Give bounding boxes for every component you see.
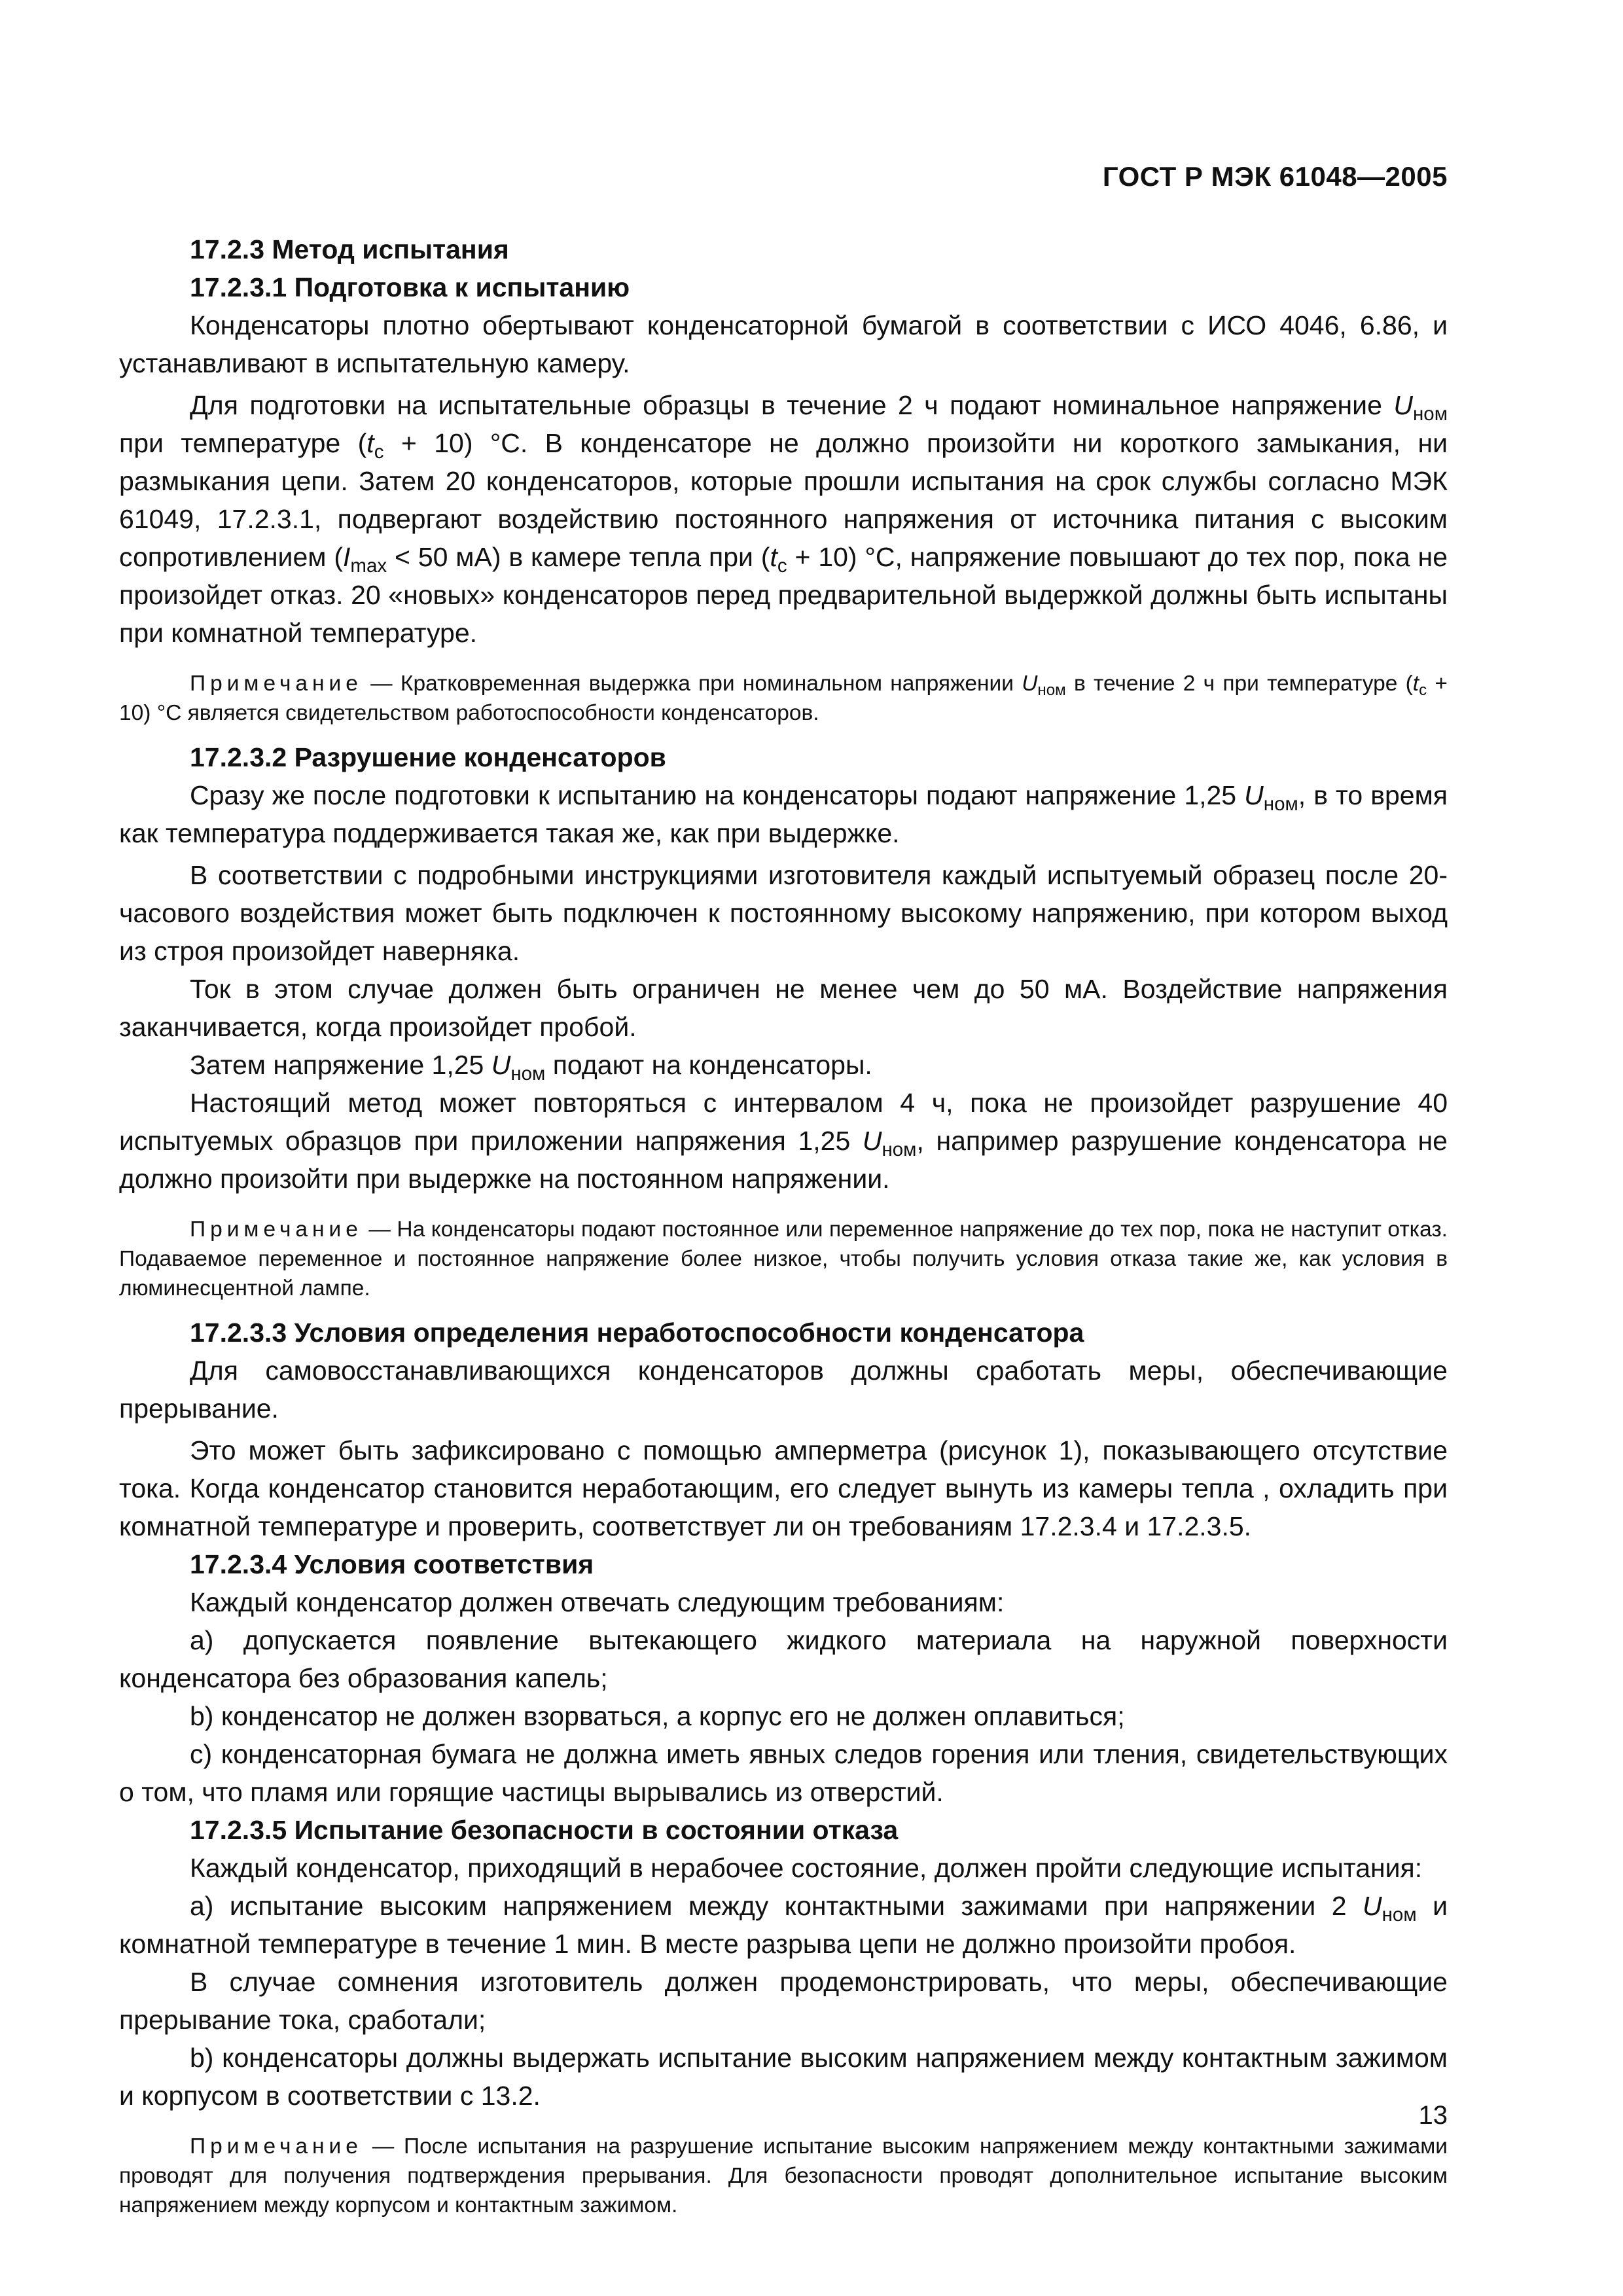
list-item: b) конденсаторы должны выдержать испытание высоким напряжением между контактным зажимом и корпусом в соответствии с 13.2. — [119, 2043, 1448, 2111]
note: Примечание — После испытания на разрушение испытание высоким напряжением между контактными зажимами проводят для получения подтверждения прерывания. Для безопасности проводят дополнительное испытание высоким напряжением между корпусом и контактным зажимом. — [119, 2134, 1448, 2217]
section-heading: 17.2.3.1 Подготовка к испытанию — [190, 272, 630, 302]
section-heading: 17.2.3.3 Условия определения неработоспособности конденсатора — [190, 1318, 1084, 1348]
paragraph: Каждый конденсатор, приходящий в нерабочее состояние, должен пройти следующие испытания: — [190, 1853, 1423, 1883]
paragraph: В случае сомнения изготовитель должен продемонстрировать, что меры, обеспечивающие прерывание тока, сработали; — [119, 1967, 1448, 2035]
list-item: b) конденсатор не должен взорваться, а корпус его не должен оплавиться; — [190, 1701, 1125, 1731]
list-item: a) допускается появление вытекающего жидкого материала на наружной поверхности конденсатора без образования капель; — [119, 1625, 1448, 1693]
page-number: 13 — [1418, 2101, 1448, 2130]
section-heading: 17.2.3.4 Условия соответствия — [190, 1549, 594, 1579]
paragraph: Настоящий метод может повторяться с интервалом 4 ч, пока не произойдет разрушение 40 испытуемых образцов при приложении напряжения 1,25 $U_{ном}$, например разрушение конденсатора не должно произойти при выдержке на постоянном напряжении. — [119, 1088, 1448, 1194]
standard-code-header: ГОСТ Р МЭК 61048—2005 — [1102, 161, 1448, 192]
note: Примечание — На конденсаторы подают постоянное или переменное напряжение до тех пор, пока не наступит отказ. Подаваемое переменное и постоянное напряжение более низкое, чтобы получить условия отказа такие же, как условия в люминесцентной лампе. — [119, 1217, 1448, 1300]
paragraph: Ток в этом случае должен быть ограничен не менее чем до 50 мА. Воздействие напряжения заканчивается, когда произойдет пробой. — [119, 974, 1448, 1042]
document-body — [119, 230, 1448, 2231]
section-heading: 17.2.3.5 Испытание безопасности в состоянии отказа — [190, 1815, 899, 1845]
paragraph: Это может быть зафиксировано с помощью амперметра (рисунок 1), показывающего отсутствие тока. Когда конденсатор становится неработающим, его следует вынуть из камеры тепла , охладить при комнатной температуре и проверить, соответствует ли он требованиям 17.2.3.4 и 17.2.3.5. — [119, 1435, 1448, 1541]
section-heading: 17.2.3.2 Разрушение конденсаторов — [190, 742, 666, 772]
section-heading: 17.2.3 Метод испытания — [190, 234, 509, 264]
paragraph: Конденсаторы плотно обертывают конденсаторной бумагой в соответствии с ИСО 4046, 6.86, и устанавливают в испытательную камеру. — [119, 310, 1448, 378]
paragraph: Сразу же после подготовки к испытанию на конденсаторы подают напряжение 1,25 $U_{ном}$, в то время как температура поддерживается такая же, как при выдержке. — [119, 780, 1448, 848]
paragraph: Для самовосстанавливающихся конденсаторов должны сработать меры, обеспечивающие прерывание. — [119, 1355, 1448, 1424]
paragraph: В соответствии с подробными инструкциями изготовителя каждый испытуемый образец после 20-часового воздействия может быть подключен к постоянному высокому напряжению, при котором выход из строя произойдет наверняка. — [119, 860, 1448, 966]
paragraph: Каждый конденсатор должен отвечать следующим требованиям: — [190, 1587, 1005, 1617]
paragraph: Для подготовки на испытательные образцы в течение 2 ч подают номинальное напряжение $U_{ном}$ при температуре $(t_c + 10)$ °С. В конденсаторе не должно произойти ни короткого замыкания, ни размыкания цепи. Затем 20 конденсаторов, которые прошли испытания на срок службы согласно МЭК 61049, 17.2.3.1, подвергают воздействию постоянного напряжения от источника питания с высоким сопротивлением ($I_{max} < 50$ мА) в камере тепла при $(t_c + 10)$ °С, напряжение повышают до тех пор, пока не произойдет отказ. 20 «новых» конденсаторов перед предварительной выдержкой должны быть испытаны при комнатной температуре. — [119, 390, 1448, 648]
paragraph: Затем напряжение 1,25 $U_{ном}$ подают на конденсаторы. — [190, 1050, 872, 1085]
list-item: a) испытание высоким напряжением между контактными зажимами при напряжении 2 $U_{ном}$ и комнатной температуре в течение 1 мин. В месте разрыва цепи не должно произойти пробоя. — [119, 1891, 1448, 1959]
note: Примечание — Кратковременная выдержка при номинальном напряжении $U_{ном}$ в течение 2 ч при температуре $(t_c + 10)$ °С является свидетельством работоспособности конденсаторов. — [119, 672, 1448, 725]
list-item: c) конденсаторная бумага не должна иметь явных следов горения или тления, свидетельствующих о том, что пламя или горящие частицы вырывались из отверстий. — [119, 1739, 1448, 1807]
